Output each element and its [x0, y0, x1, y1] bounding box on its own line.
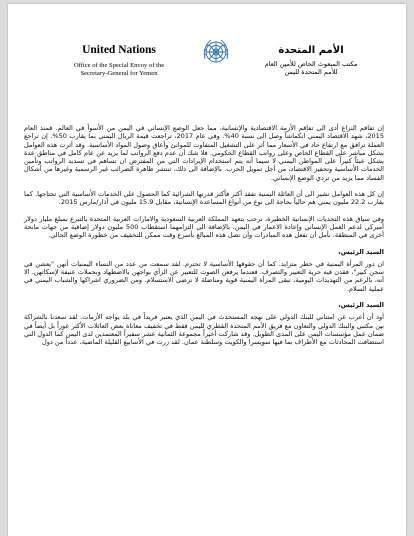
un-emblem-icon [199, 35, 233, 69]
organization-name-arabic: الأمم المتحدة [278, 45, 344, 56]
office-name-arabic-line-1: مكتب المبعوث الخاص للأمين العام [264, 60, 358, 68]
document-page [8, 4, 406, 536]
document-body [24, 124, 384, 355]
section-heading-women: السيد الرئيس، [338, 247, 384, 256]
section-heading-world-bank: السيد الرئيس، [338, 301, 384, 310]
paragraph-donor-pledges: وفي سياق هذه التحديات الإنسانية الخطيرة، نرحب بتعهد المملكة العربية السعودية والامارات العربية المتحدة بالتبرع بمبلغ مليار دولار أميركي لدعم العمل الإنساني وإعادة الاعمار في اليمن، بالإضافة الى التزامهما استقطاب 500 مليون دولار إضافية من جهات مانحة أخرى في المنطقة. نأمل أن تفعل هذه المبادرات وأن تصل هذه المبالغ بأسرع وقت ممكن للتخفيف من خطورة الوضع الحالي. [24, 214, 384, 240]
office-name-line-2: Secretary-General for Yemen [80, 70, 158, 78]
paragraph-world-bank: أود أن أعرب عن امتناني للبنك الدولي على نهجه المستحدث في اليمن الذي يعتبر فريداً في بلد يواجه الأزمات. لقد سعدنا بالشراكة بين مكتبي والبنك الدولي والتعاون مع فريق الأمم المتحدة القطري لليمن فقط في تخفيف معاناة بعض العائلات الأكثر عوزاً بل أيضاً في ضمان عمل مؤسسات اليمن على المدى الطويل. وقد شاركت أخيراً مجموعة الثمانية عشر سفيراً المعتمدين لدى اليمن كما الدول التي استضافت المحادثات مع الأطراف بما فيها سويسرا والكويت وسلطنة عمان. لقد زرت في الأسابيع القليلة الماضية، عدداً من دول [24, 313, 384, 347]
office-name-line-1: Office of the Special Envoy of the [73, 62, 165, 69]
paragraph-economy: إن تفاقم النزاع أدى الى تفاقم الأزمة الاقتصادية والإنسانية، مما جعل الوضع الإنساني في اليمن من الأسوأ في العالم. فمنذ العام 2015، شهد الاقتصاد اليمني انكماشاً وصل الى نسبة 40%. وفي عام 2017، تراجعت قيمة الريال اليمني بما يقارب 50%. إن تراجع العملة ترافق مع ارتفاع حاد في الأسعار مما أثر على التشغيل المتفاوت للموانئ وأعاق وصول المواد الأساسية. وقد أثرت هذه العوامل بشكل مباشر على القطاع الخاص وعلى رواتب القطاع الحكومي. فلا شك أن عدم دفع الرواتب لما يزيد عن عام كامل في مناطق عدة يشكل عبئاً كبيراً على المواطن اليمني لا سيما أنه يتم استخدام الإيرادات التي من المفترض ان تساهم في تسديد الرواتب وتأمين الخدمات الأساسية وتحفيز الاقتصاد، من أجل تمويل الحرب. بالإضافة الى ذلك، تنتشر ظاهرة الضرائب غير الرسمية وغيرها من أشكال الفساد مما يزيد من تردي الوضع الإنساني. [24, 124, 385, 182]
arabic-letterhead [246, 45, 376, 76]
paragraph-women: ان دور المرأة اليمنية في خطر متزايد. كما أن حقوقها الأساسية لا تحترم. لقد سمعت من عدد من النساء اليمنيات أنهن "يعشن في سجن كبير"، فقدن فيه حرية التعبير والتصرف. فعندما يرفعن الصوت للتعبير عن الرأي يواجهن بالاضطهاد وبحملات عنيفة لإسكاتهن. الا أنه، بالرغم من التهديدات اليومية، تبقى المرأة اليمنية قوية ومناضلة لا ترضى الاستسلام. ومن الضروري اشراكها والشباب اليمني في عملية السلام. [24, 259, 384, 293]
organization-name: United Nations [82, 44, 156, 56]
paragraph-purchasing-power: إن كل هذه العوامل تشير الى أن العائلة اليمنية تفقد أكثر فأكثر قدرتها الشرائية كما الحصول على الخدمات الأساسية التي تحتاجها. كما يقارب 22.2 مليون يمني هم حالياً بحاجة الى نوع من أنواع المساعدة الإنسانية، مقابل 15.9 مليون في آذار/مارس 2015. [24, 190, 384, 207]
office-name-arabic-line-2: للأمم المتحدة لليمن [284, 68, 338, 77]
english-letterhead [44, 44, 194, 78]
